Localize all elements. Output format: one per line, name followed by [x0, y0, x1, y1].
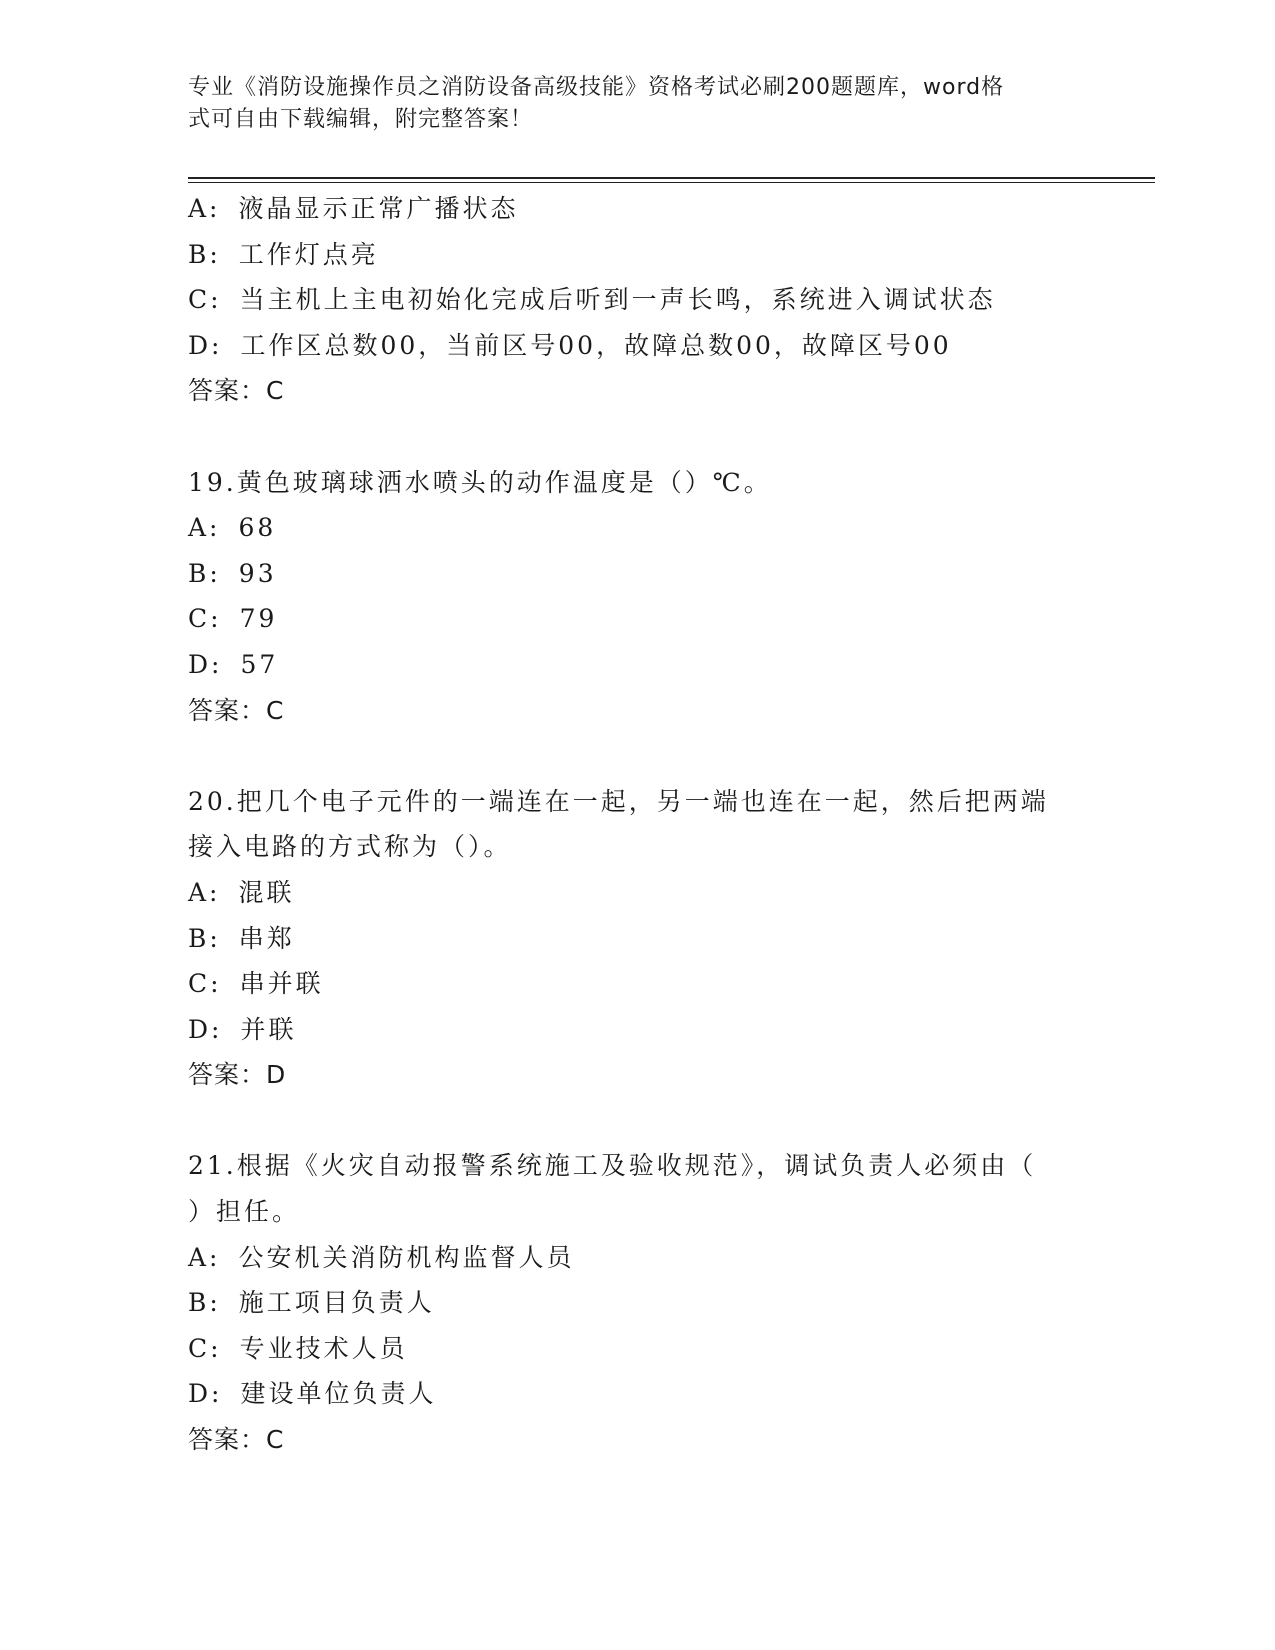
header-divider-thick: [188, 177, 1155, 179]
option-line: D: 57: [188, 649, 279, 679]
option-line: D: 工作区总数00，当前区号00，故障总数00，故障区号00: [188, 330, 952, 360]
answer-line: 答案：C: [188, 376, 285, 406]
option-line: D: 并联: [188, 1014, 297, 1044]
question-list: [188, 186, 1088, 1463]
header-line-1: 专业《消防设施操作员之消防设备高级技能》资格考试必刷200题题库，word格: [188, 75, 1005, 100]
option-line: C: 串并联: [188, 969, 324, 999]
option-line: A: 液晶显示正常广播状态: [188, 194, 519, 223]
question-block: [188, 779, 1088, 1098]
option-line: D: 建设单位负责人: [188, 1379, 437, 1409]
answer-line: 答案：C: [188, 695, 285, 725]
option-line: C: 当主机上主电初始化完成后听到一声长鸣，系统进入调试状态: [188, 285, 996, 315]
header-divider-thin: [188, 182, 1155, 183]
document-header: [188, 72, 1088, 136]
question-stem-continued: ）担任。: [188, 1197, 301, 1227]
question-stem-continued: 接入电路的方式称为（）。: [188, 832, 512, 862]
question-stem: 20.把几个电子元件的一端连在一起，另一端也连在一起，然后把两端: [188, 786, 1049, 816]
option-line: A: 68: [188, 513, 277, 543]
option-line: B: 93: [188, 558, 277, 588]
question-block: [188, 460, 1088, 734]
option-line: B: 工作灯点亮: [188, 239, 379, 269]
option-line: B: 串郑: [188, 923, 295, 953]
answer-line: 答案：D: [188, 1060, 287, 1090]
option-line: A: 混联: [188, 877, 295, 907]
question-stem: 21.根据《火灾自动报警系统施工及验收规范》，调试负责人必须由（: [188, 1151, 1037, 1181]
option-line: A: 公安机关消防机构监督人员: [188, 1242, 575, 1272]
question-stem: 19.黄色玻璃球洒水喷头的动作温度是（）℃。: [188, 467, 772, 497]
option-line: C: 79: [188, 604, 278, 634]
question-block: [188, 1143, 1088, 1462]
option-line: B: 施工项目负责人: [188, 1288, 435, 1318]
answer-line: 答案：C: [188, 1425, 285, 1455]
question-block-continued: [188, 186, 1088, 414]
option-line: C: 专业技术人员: [188, 1333, 408, 1363]
header-line-2: 式可自由下载编辑，附完整答案！: [188, 107, 534, 132]
